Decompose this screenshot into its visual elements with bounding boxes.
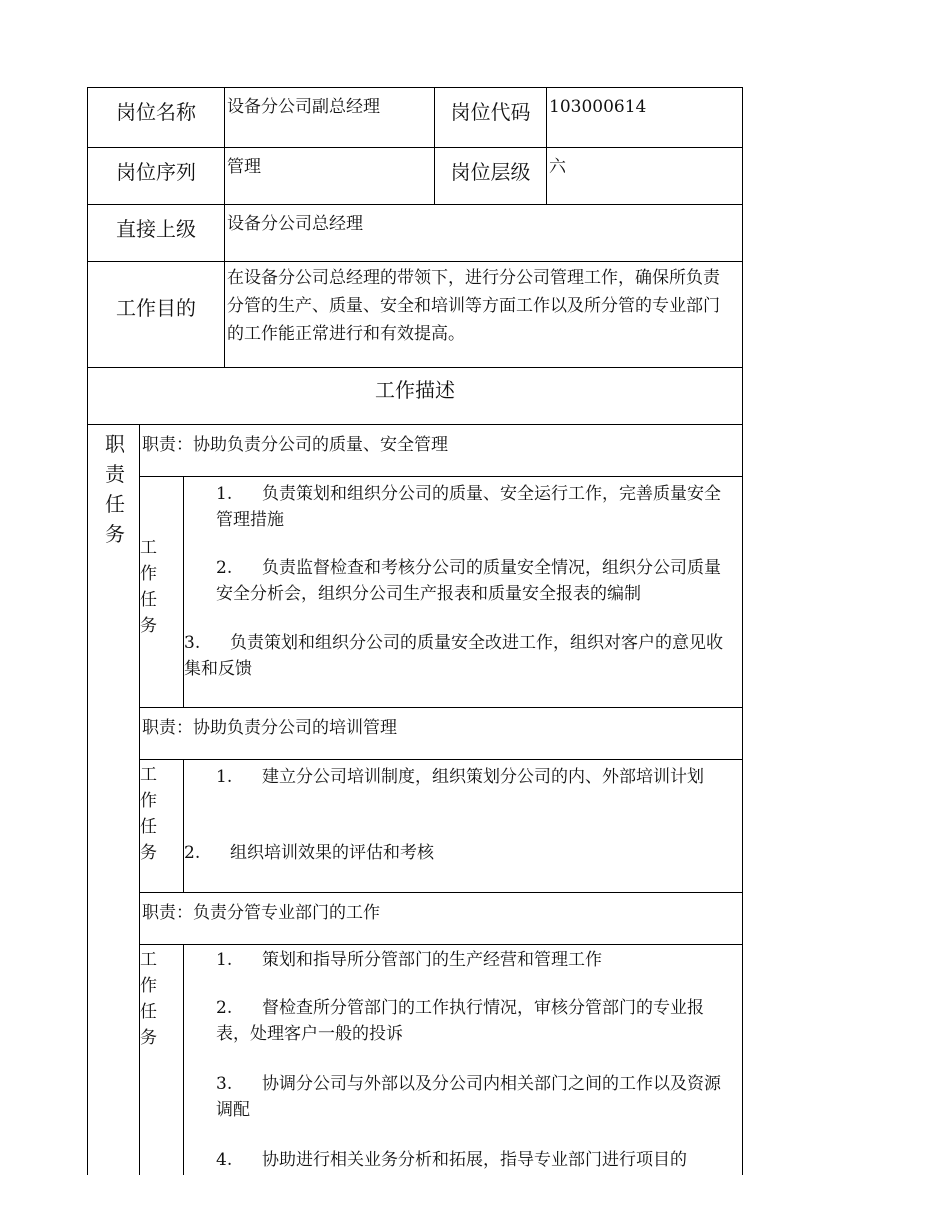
purpose-label: 工作目的 (88, 261, 224, 367)
position-code-label: 岗位代码 (434, 88, 546, 147)
duty-title: 职责：协助负责分公司的质量、安全管理 (139, 424, 742, 476)
duty-title: 职责：负责分管专业部门的工作 (139, 892, 742, 944)
duty-title: 职责：协助负责分公司的培训管理 (139, 707, 742, 759)
task-item: 1. 策划和指导所分管部门的生产经营和管理工作 (216, 950, 602, 970)
position-code-value: 103000614 (546, 88, 742, 147)
position-level-label: 岗位层级 (434, 147, 546, 204)
task-item: 1. 建立分公司培训制度，组织策划分公司的内、外部培训计划 (216, 767, 704, 787)
task-list (183, 759, 742, 892)
task-label: 工作任务 (140, 538, 157, 636)
supervisor-label: 直接上级 (88, 204, 224, 261)
task-item: 4. 协助进行相关业务分析和拓展，指导专业部门进行项目的 (216, 1150, 687, 1170)
task-item: 2. 督检查所分管部门的工作执行情况，审核分管部门的专业报表，处理客户一般的投诉 (216, 998, 704, 1044)
position-name-label: 岗位名称 (116, 100, 196, 124)
task-item: 3. 负责策划和组织分公司的质量安全改进工作，组织对客户的意见收集和反馈 (184, 633, 723, 679)
task-list (183, 944, 742, 1175)
task-item: 2. 组织培训效果的评估和考核 (184, 843, 434, 863)
duties-label: 职责任务 (105, 432, 125, 546)
task-item: 2. 负责监督检查和考核分公司的质量安全情况，组织分公司质量安全分析会，组织分公司生产报表和质量安全报表的编制 (216, 558, 721, 604)
task-list (183, 476, 742, 707)
supervisor-value: 设备分公司总经理 (224, 204, 742, 261)
task-item: 1. 负责策划和组织分公司的质量、安全运行工作，完善质量安全管理措施 (216, 484, 721, 530)
duties-column (88, 424, 139, 1175)
purpose-value: 在设备分公司总经理的带领下，进行分公司管理工作，确保所负责分管的生产、质量、安全和培训等方面工作以及所分管的专业部门的工作能正常进行和有效提高。 (224, 261, 742, 367)
task-label-cell (139, 944, 183, 1175)
work-description-title: 工作描述 (88, 367, 742, 424)
task-item: 3. 协调分公司与外部以及分公司内相关部门之间的工作以及资源调配 (216, 1074, 721, 1120)
task-label-cell (139, 476, 183, 707)
position-name-value: 设备分公司副总经理 (224, 88, 434, 147)
position-series-label: 岗位序列 (88, 147, 224, 204)
task-label: 工作任务 (140, 950, 157, 1048)
position-level-value: 六 (546, 147, 742, 204)
task-label-cell (139, 759, 183, 892)
position-series-value: 管理 (224, 147, 434, 204)
task-label: 工作任务 (140, 765, 157, 863)
